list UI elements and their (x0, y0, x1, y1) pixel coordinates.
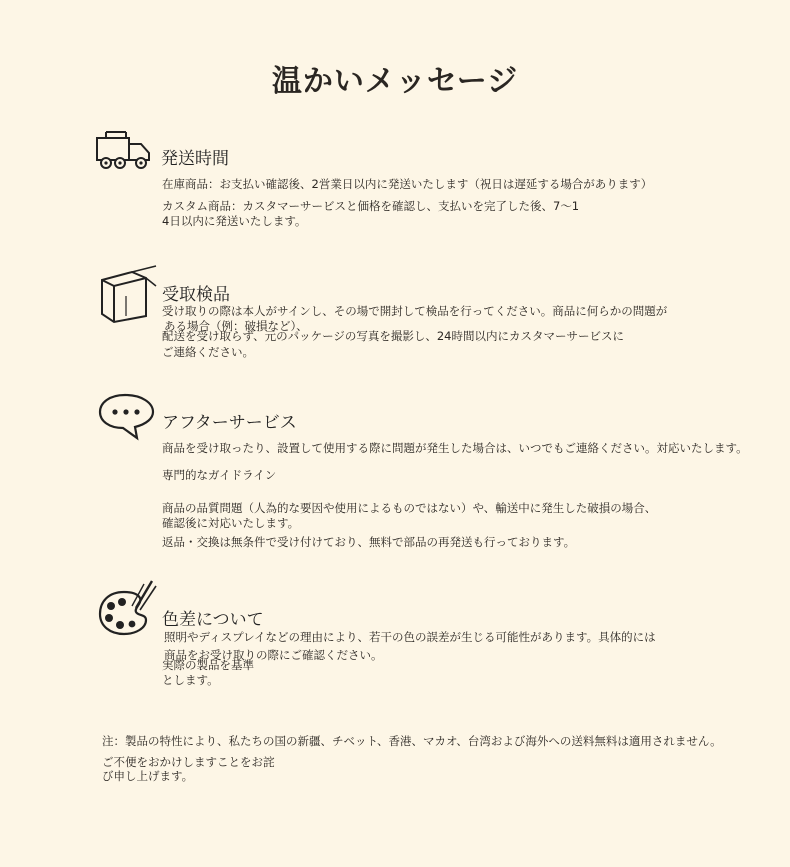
section-heading-receiving: 受取検品 (162, 285, 230, 305)
box-icon (96, 264, 160, 324)
section-heading-shipping: 発送時間 (161, 149, 229, 169)
text-line: 在庫商品：お支払い確認後、2営業日以内に発送いたします（祝日は遅延する場合があります） (162, 177, 653, 191)
truck-icon (94, 128, 156, 176)
text-line: 実際の製品を基準 (162, 658, 254, 672)
note-text: 注：製品の特性により、私たちの国の新疆、チベット、香港、マカオ、台湾および海外への送料無料は適用されません。 (102, 734, 722, 748)
note-text: ご不便をおかけしますことをお詫 (102, 755, 275, 769)
text-line: とします。 (162, 673, 219, 687)
palette-icon (96, 578, 160, 638)
text-line: ある場合（例：破損など）、 (164, 319, 308, 333)
speech-bubble-icon (97, 392, 159, 444)
text-line: 商品の品質問題（人為的な要因や使用によるものではない）や、輸送中に発生した破損の場合、 (162, 501, 657, 515)
text-line: 4日以内に発送いたします。 (162, 214, 307, 228)
section-heading-color: 色差について (162, 610, 264, 630)
note-text: び申し上げます。 (102, 769, 194, 783)
text-line: 照明やディスプレイなどの理由により、若干の色の誤差が生じる可能性があります。具体的には (164, 630, 656, 644)
text-line: 専門的なガイドライン (162, 468, 277, 482)
section-heading-aftersales: アフターサービス (162, 413, 297, 433)
text-line: 返品・交換は無条件で受け付けており、無料で部品の再発送も行っております。 (162, 535, 576, 549)
text-line: カスタム商品：カスタマーサービスと価格を確認し、支払いを完了した後、7〜1 (162, 199, 580, 213)
text-line: ご連絡ください。 (162, 345, 254, 359)
text-line: 配送を受け取らず、元のパッケージの写真を撮影し、24時間以内にカスタマーサービスに (162, 329, 624, 343)
page-title: 温かいメッセージ (271, 64, 519, 99)
text-line: 受け取りの際は本人がサインし、その場で開封して検品を行ってください。商品に何らかの問題が (162, 304, 668, 318)
text-line: 商品をお受け取りの際にご確認ください。 (164, 648, 383, 662)
text-line: 商品を受け取ったり、設置して使用する際に問題が発生した場合は、いつでもご連絡ください。対応いたします。 (162, 441, 748, 455)
text-line: 確認後に対応いたします。 (162, 516, 300, 530)
